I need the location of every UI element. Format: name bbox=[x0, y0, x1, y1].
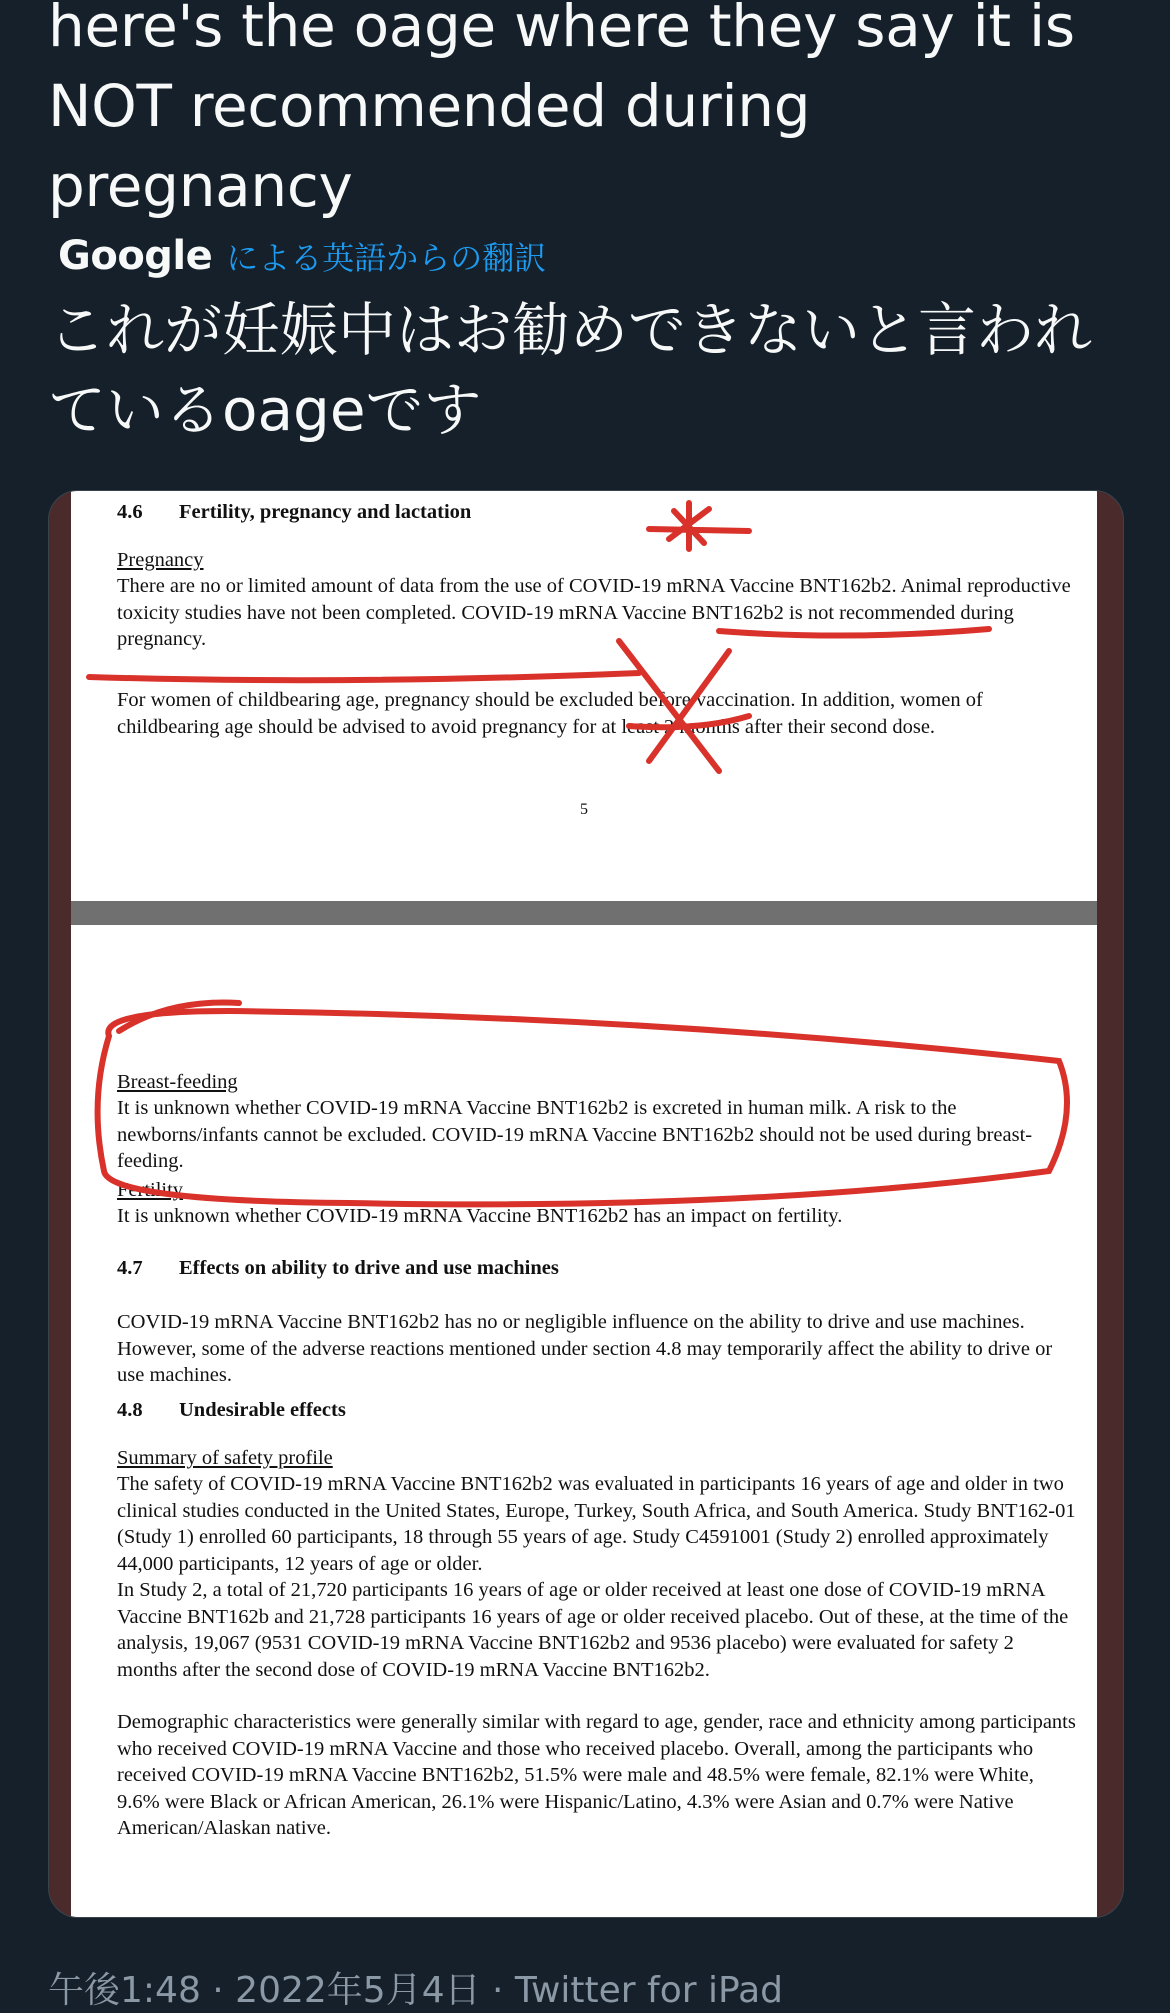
section-48-text-2: In Study 2, a total of 21,720 participants 16 years of age or older received at least one dose of COVID-19 mRNA Vaccine BNT162b and 21,728 participants 16 years of age or older received placebo. Out of these, at the time of the analysis, 19,067 (9531 COVID-19 mRNA Vaccine BNT162b2 and 9536 placebo) were evaluated for safety 2 months after the second dose of COVID-19 mRNA Vaccine BNT162b2. bbox=[117, 1579, 1069, 1681]
breast-feeding-heading: Breast-feeding bbox=[117, 1071, 238, 1093]
fertility-text: It is unknown whether COVID-19 mRNA Vaccine BNT162b2 has an impact on fertility. bbox=[117, 1205, 843, 1227]
tweet-timestamp[interactable]: 午後1:48 · 2022年5月4日 · Twitter for iPad bbox=[48, 1970, 783, 2011]
translation-link[interactable]: による英語からの翻訳 bbox=[226, 239, 547, 277]
pregnancy-text: There are no or limited amount of data from the use of COVID-19 mRNA Vaccine BNT162b2. Animal reproductive toxicity studies have not been completed. COVID-19 mRNA Vaccine BNT162b2 is not recommended during pregnancy. bbox=[117, 575, 1071, 650]
section-heading: 4.8 Undesirable effects bbox=[117, 1399, 346, 1421]
document-page bbox=[71, 925, 1097, 1918]
section-47-text: COVID-19 mRNA Vaccine BNT162b2 has no or negligible influence on the ability to drive and use machines. However, some of the adverse reactions mentioned under section 4.8 may temporarily affect the ability to drive or use machines. bbox=[117, 1311, 1053, 1386]
section-heading: 4.7 Effects on ability to drive and use machines bbox=[117, 1257, 559, 1279]
tweet-media-image[interactable] bbox=[48, 490, 1124, 1918]
translated-tweet-text: これが妊娠中はお勧めできないと言われているoageです bbox=[48, 296, 1093, 444]
section-heading: 4.6 Fertility, pregnancy and lactation bbox=[117, 501, 472, 523]
translation-attribution bbox=[58, 228, 546, 284]
google-logo: Google bbox=[58, 233, 213, 279]
section-48-text: The safety of COVID-19 mRNA Vaccine BNT162b2 was evaluated in participants 16 years of age and older in two clinical studies conducted in the United States, Europe, Turkey, South Africa, and South America. Study BNT162-01 (Study 1) enrolled 60 participants, 18 through 55 years of age. Study C4591001 (Study 2) enrolled approximately 44,000 participants, 12 years of age or older. bbox=[117, 1473, 1076, 1575]
page-divider bbox=[71, 901, 1097, 925]
tweet-text: here's the oage where they say it is NOT recommended during pregnancy bbox=[48, 0, 1075, 220]
pregnancy-heading: Pregnancy bbox=[117, 549, 204, 571]
breast-feeding-text: It is unknown whether COVID-19 mRNA Vaccine BNT162b2 is excreted in human milk. A risk to the newborns/infants cannot be excluded. COVID-19 mRNA Vaccine BNT162b2 should not be used during breast-feeding. bbox=[117, 1097, 1033, 1172]
pregnancy-text-2: For women of childbearing age, pregnancy should be excluded before vaccination. In addition, women of childbearing age should be advised to avoid pregnancy for at least 2 months after their second dose. bbox=[117, 689, 983, 738]
document-page bbox=[71, 491, 1097, 901]
fertility-heading: Fertility bbox=[117, 1179, 184, 1201]
safety-profile-heading: Summary of safety profile bbox=[117, 1447, 333, 1469]
section-48-text-3: Demographic characteristics were generally similar with regard to age, gender, race and ethnicity among participants who received COVID-19 mRNA Vaccine and those who received placebo. Overall, among the participants who received COVID-19 mRNA Vaccine BNT162b2, 51.5% were male and 48.5% were female, 82.1% were White, 9.6% were Black or African American, 26.1% were Hispanic/Latino, 4.3% were Asian and 0.7% were Native American/Alaskan native. bbox=[117, 1711, 1076, 1839]
page-number: 5 bbox=[580, 801, 588, 818]
